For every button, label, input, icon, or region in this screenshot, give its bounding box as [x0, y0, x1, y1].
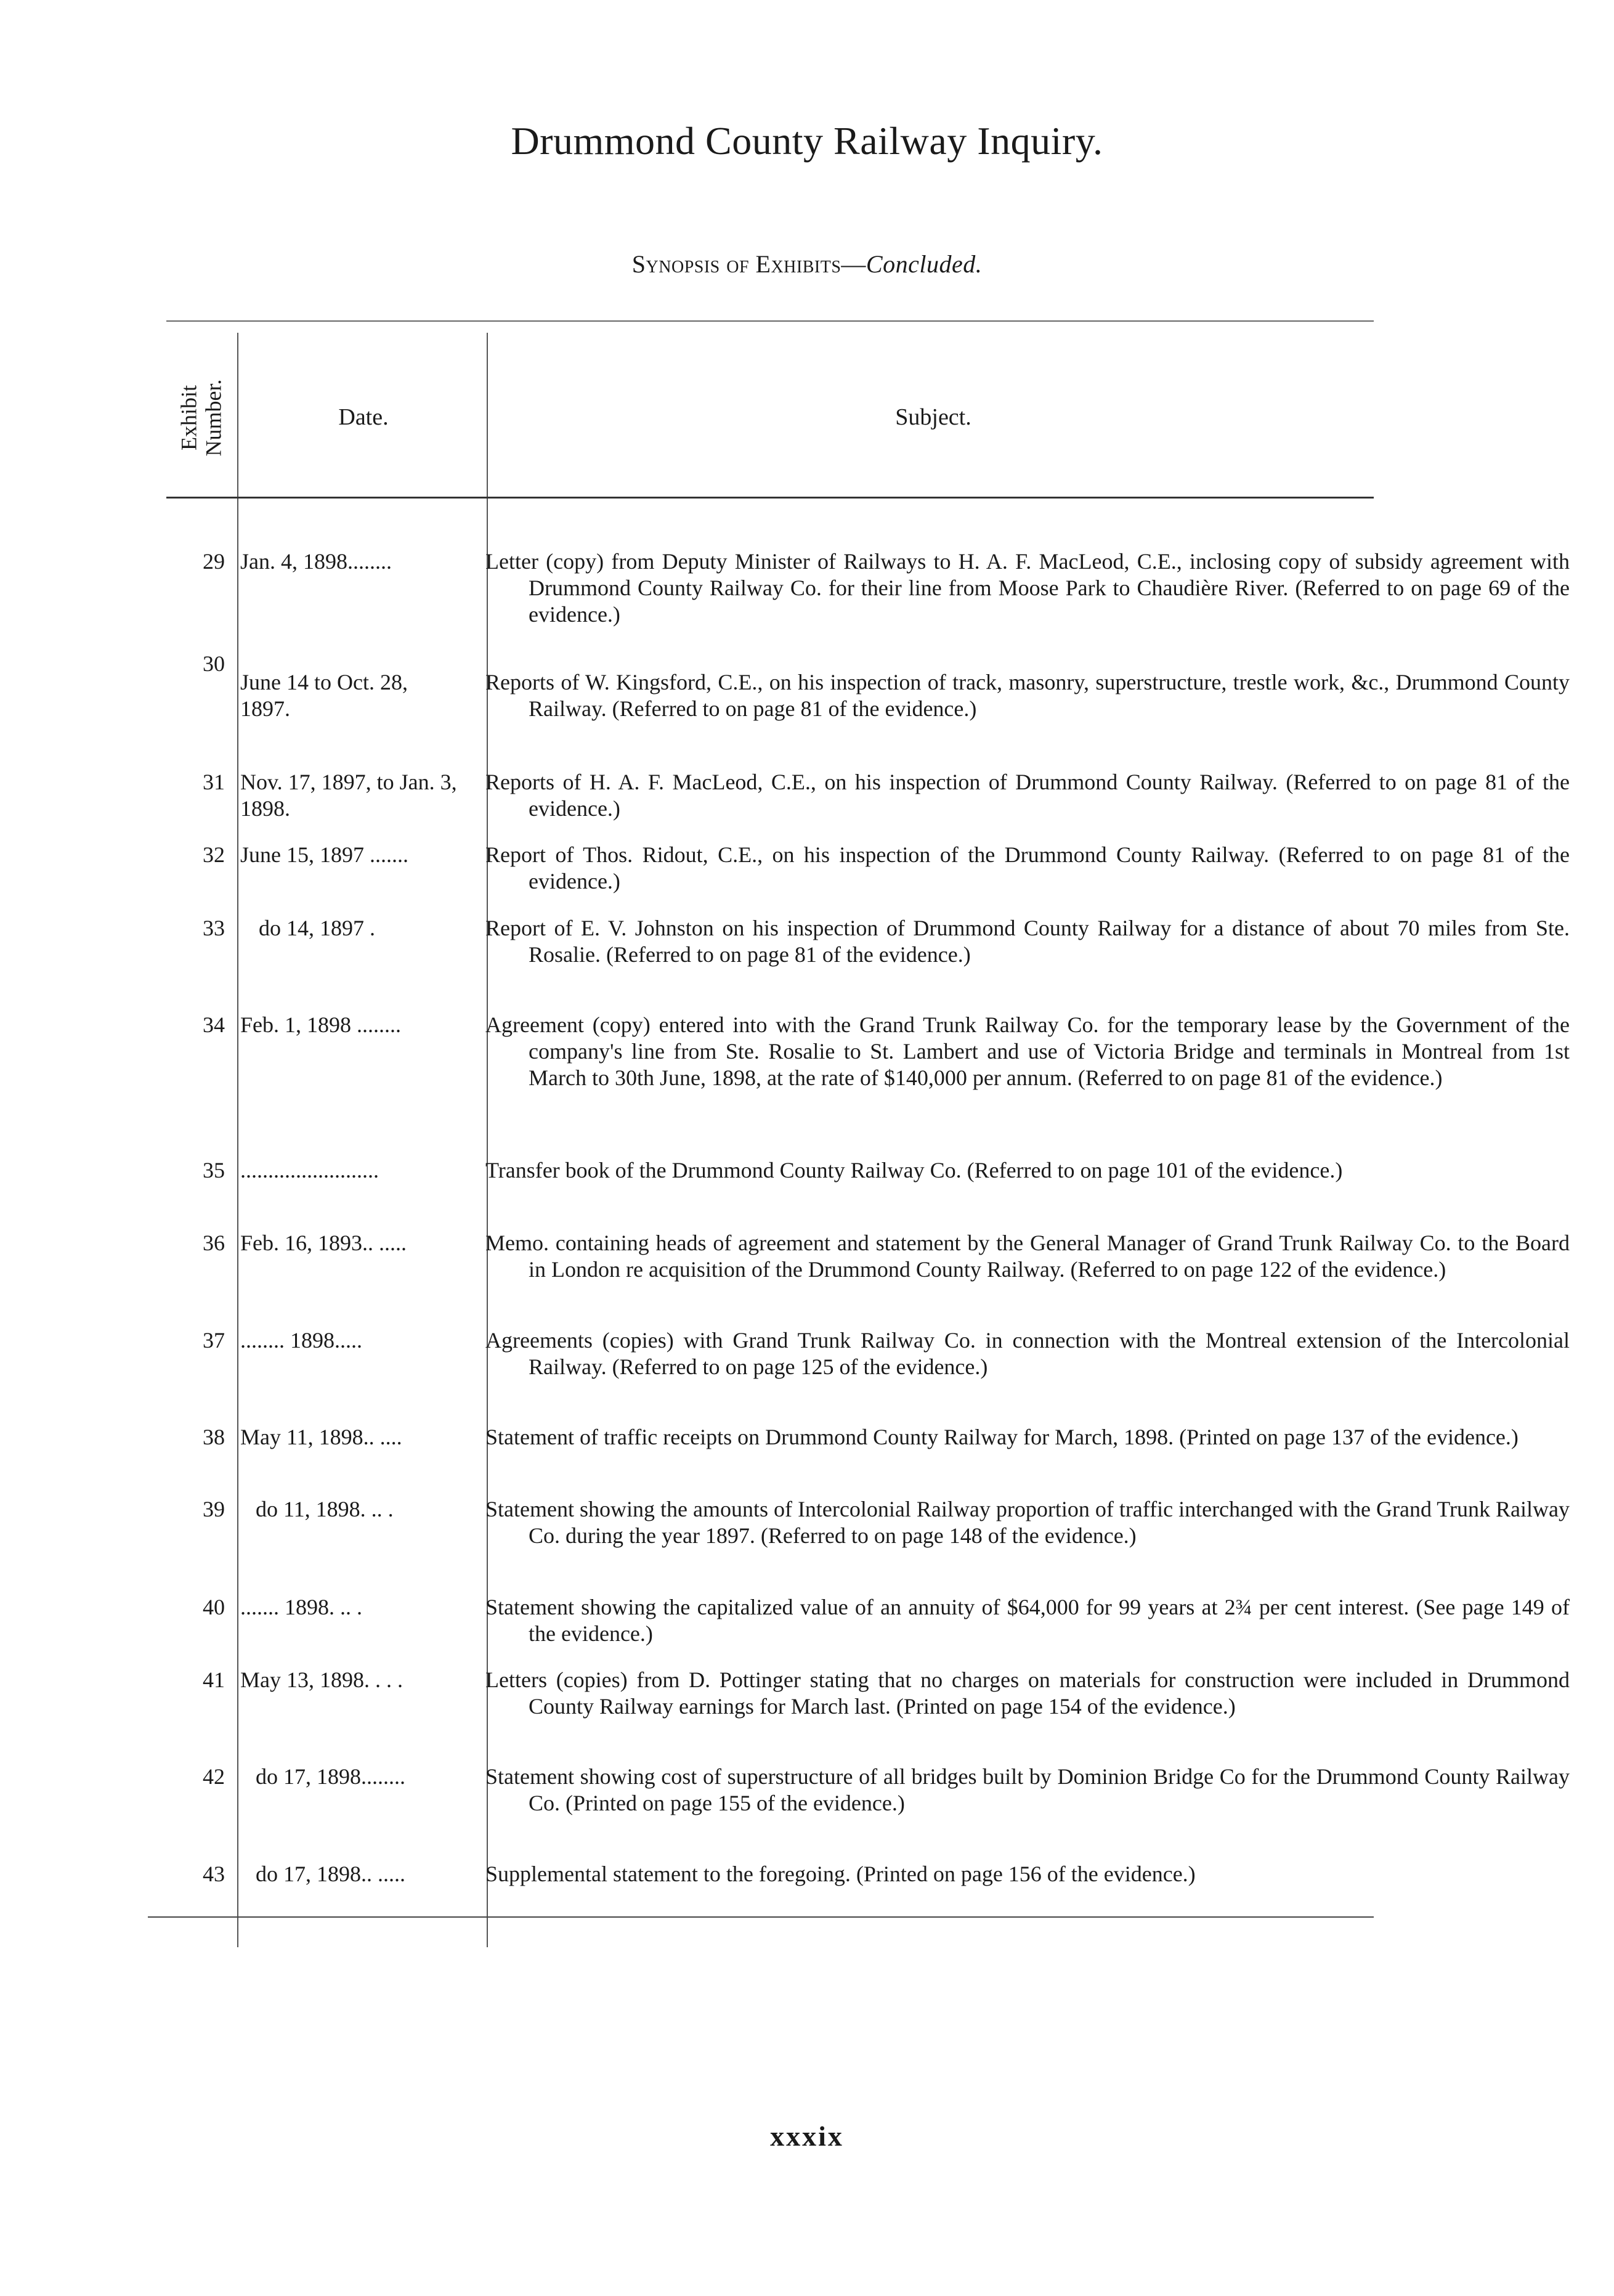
exhibit-date: ......................... [240, 1158, 379, 1183]
exhibit-date: Nov. 17, 1897, to Jan. 3, 1898. [240, 770, 457, 821]
header-exhibit-line1: Exhibit [176, 385, 201, 450]
exhibit-subject: Letters (copies) from D. Pottinger stating that no charges on materials for construction were included in Drummond County Railway earnings for March last. (Printed on page 154 of the evidence.) [485, 1667, 1570, 1719]
exhibit-subject: Agreements (copies) with Grand Trunk Railway Co. in connection with the Montreal extension of the Intercolonial Railway. (Referred to on page 125 of the evidence.) [485, 1328, 1570, 1379]
exhibit-subject: Statement showing the amounts of Intercolonial Railway proportion of traffic interchanged with the Grand Trunk Railway Co. during the year 1897. (Referred to on page 148 of the evidence.) [485, 1497, 1570, 1548]
table-header-rule [166, 497, 1374, 499]
exhibit-date: May 13, 1898. . . . [240, 1667, 403, 1692]
exhibit-date: do 17, 1898.. ..... [256, 1862, 405, 1886]
exhibit-date: do 17, 1898........ [256, 1764, 405, 1789]
exhibit-date: June 15, 1897 ....... [240, 842, 408, 867]
exhibit-number: 31 [203, 770, 225, 794]
header-exhibit-number [168, 345, 234, 490]
exhibit-subject: Report of E. V. Johnston on his inspection of Drummond County Railway for a distance of about 70 miles from Ste. Rosalie. (Referred to on page 81 of the evidence.) [485, 916, 1570, 967]
table-top-rule [166, 320, 1374, 322]
exhibit-subject: Letter (copy) from Deputy Minister of Railways to H. A. F. MacLeod, C.E., inclosing copy of subsidy agreement with Drummond County Railway Co. for their line from Moose Park to Chaudière River. (Referred to on page 69 of the evidence.) [485, 549, 1570, 627]
exhibit-subject: Statement of traffic receipts on Drummond County Railway for March, 1898. (Printed on page 137 of the evidence.) [485, 1425, 1519, 1449]
page-title: Drummond County Railway Inquiry. [511, 119, 1103, 163]
subtitle-suffix: Concluded. [866, 250, 983, 278]
exhibit-date: do 14, 1897 . [259, 916, 375, 940]
exhibit-subject: Transfer book of the Drummond County Railway Co. (Referred to on page 101 of the evidence.) [485, 1158, 1343, 1183]
exhibit-subject: Memo. containing heads of agreement and statement by the General Manager of Grand Trunk Railway Co. to the Board in London re acquisition of the Drummond County Railway. (Referred to on page 122 of the evidence.) [485, 1231, 1570, 1282]
exhibit-subject: Report of Thos. Ridout, C.E., on his inspection of the Drummond County Railway. (Referred to on page 81 of the evidence.) [485, 842, 1570, 894]
exhibit-number: 33 [203, 916, 225, 940]
exhibit-subject: Reports of H. A. F. MacLeod, C.E., on his inspection of Drummond County Railway. (Referred to on page 81 of the evidence.) [485, 770, 1570, 821]
exhibit-date: ........ 1898..... [240, 1328, 362, 1353]
exhibit-date: do 11, 1898. .. . [256, 1497, 394, 1521]
exhibit-number: 34 [203, 1012, 225, 1037]
section-subtitle [0, 250, 1614, 279]
subtitle-prefix: Synopsis of Exhibits [631, 250, 841, 278]
exhibit-number: 41 [203, 1667, 225, 1692]
column-divider-number-date [237, 333, 238, 1947]
exhibit-number: 35 [203, 1158, 225, 1183]
exhibit-date: Feb. 16, 1893.. ..... [240, 1231, 407, 1255]
exhibit-number: 38 [203, 1425, 225, 1449]
exhibit-number: 40 [203, 1595, 225, 1619]
header-date: Date. [338, 404, 389, 430]
header-subject: Subject. [895, 404, 971, 430]
exhibit-subject: Statement showing cost of superstructure of all bridges built by Dominion Bridge Co for the Drummond County Railway Co. (Printed on page 155 of the evidence.) [485, 1764, 1570, 1815]
exhibit-date: May 11, 1898.. .... [240, 1425, 402, 1449]
exhibit-subject: Reports of W. Kingsford, C.E., on his inspection of track, masonry, superstructure, trestle work, &c., Drummond County Railway. (Referred to on page 81 of the evidence.) [485, 670, 1570, 721]
exhibit-number: 37 [203, 1328, 225, 1353]
exhibit-number: 32 [203, 842, 225, 867]
header-exhibit-line2: Number. [201, 379, 226, 456]
exhibit-number: 30 [203, 651, 225, 676]
exhibit-subject: Agreement (copy) entered into with the Grand Trunk Railway Co. for the temporary lease by the Government of the company's line from Ste. Rosalie to St. Lambert and use of Victoria Bridge and terminals in Montreal from 1st March to 30th June, 1898, at the rate of $140,000 per annum. (Referred to on page 81 of the evidence.) [485, 1012, 1570, 1090]
exhibit-number: 43 [203, 1862, 225, 1886]
exhibit-number: 42 [203, 1764, 225, 1789]
exhibit-number: 39 [203, 1497, 225, 1521]
exhibit-date: Jan. 4, 1898........ [240, 549, 392, 574]
page-folio: xxxix [770, 2120, 844, 2152]
exhibit-number: 29 [203, 549, 225, 574]
exhibit-number: 36 [203, 1231, 225, 1255]
exhibit-subject: Supplemental statement to the foregoing. (Printed on page 156 of the evidence.) [485, 1862, 1196, 1886]
exhibit-date: June 14 to Oct. 28, 1897. [240, 670, 408, 721]
exhibit-date: Feb. 1, 1898 ........ [240, 1012, 401, 1037]
table-bottom-rule [148, 1916, 1374, 1918]
subtitle-dash: — [841, 250, 866, 278]
exhibit-subject: Statement showing the capitalized value of an annuity of $64,000 for 99 years at 2¾ per cent interest. (See page 149 of the evidence.) [485, 1595, 1570, 1646]
exhibit-date: ....... 1898. .. . [240, 1595, 362, 1619]
